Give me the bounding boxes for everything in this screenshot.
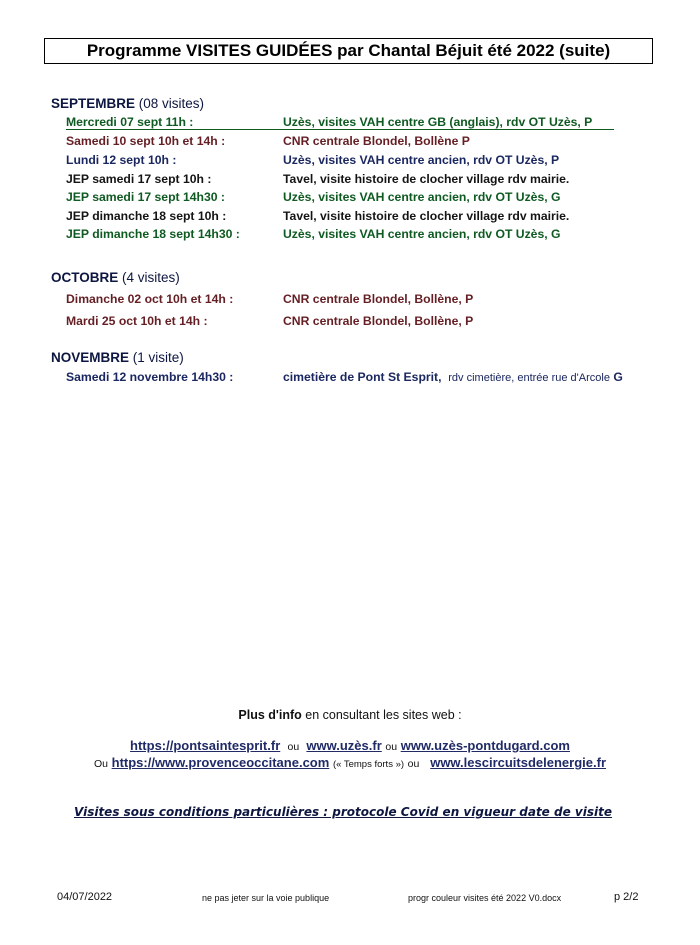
visit-desc: Uzès, visites VAH centre ancien, rdv OT Uzès, G	[283, 227, 561, 241]
month-heading-octobre	[51, 270, 180, 285]
visit-date: Samedi 12 novembre 14h30 :	[66, 370, 234, 384]
divider	[66, 129, 614, 130]
visit-desc: Tavel, visite histoire de clocher village rdv mairie.	[283, 172, 570, 186]
or-text: ou	[407, 758, 420, 770]
visit-date: JEP samedi 17 sept 14h30 :	[66, 190, 225, 204]
link-pontsaintesprit[interactable]: https://pontsaintesprit.fr	[130, 738, 281, 753]
visit-desc: CNR centrale Blondel, Bollène, P	[283, 314, 474, 328]
visit-date: Mercredi 07 sept 11h :	[66, 115, 194, 129]
footer-date: 04/07/2022	[57, 891, 113, 903]
month-name: NOVEMBRE	[51, 350, 130, 365]
links-line-1	[0, 738, 700, 753]
visit-desc: CNR centrale Blondel, Bollène, P	[283, 292, 474, 306]
or-text: ou	[287, 741, 300, 753]
month-name: OCTOBRE	[51, 270, 119, 285]
covid-notice: Visites sous conditions particulières : protocole Covid en vigueur date de visite	[74, 805, 612, 819]
visit-date: JEP dimanche 18 sept 14h30 :	[66, 227, 240, 241]
month-count: (4 visites)	[122, 270, 180, 285]
visit-date: Mardi 25 oct 10h et 14h :	[66, 314, 208, 328]
visit-desc: Tavel, visite histoire de clocher village rdv mairie.	[283, 209, 570, 223]
title-text: Programme VISITES GUIDÉES par Chantal Béjuit été 2022 (suite)	[86, 41, 611, 60]
visit-date: JEP samedi 17 sept 10h :	[66, 172, 212, 186]
footer-notice: ne pas jeter sur la voie publique	[202, 893, 330, 903]
visit-suffix: G	[613, 370, 623, 384]
info-lead-rest: en consultant les sites web :	[301, 708, 462, 722]
or-text: Ou	[93, 758, 108, 770]
info-lead	[0, 708, 700, 722]
footer-filename: progr couleur visites été 2022 V0.docx	[408, 893, 562, 903]
visit-date: Samedi 10 sept 10h et 14h :	[66, 134, 226, 148]
link-lescircuitsdelenergie[interactable]: www.lescircuitsdelenergie.fr	[430, 755, 607, 770]
or-text: ou	[385, 741, 398, 753]
visit-place: cimetière de Pont St Esprit,	[283, 370, 442, 384]
month-heading-novembre	[51, 350, 184, 365]
month-heading-septembre	[51, 96, 204, 111]
info-lead-bold: Plus d'info	[238, 708, 302, 722]
visit-date: Lundi 12 sept 10h :	[66, 153, 177, 167]
visit-desc	[283, 370, 623, 384]
links-line-2	[0, 755, 700, 770]
link-provenceoccitane[interactable]: https://www.provenceoccitane.com	[111, 755, 330, 770]
temps-forts-text: (« Temps forts »)	[332, 759, 405, 770]
month-count: (1 visite)	[132, 350, 184, 365]
link-uzes[interactable]: www.uzès.fr	[306, 738, 382, 753]
footer-page: p 2/2	[614, 891, 639, 903]
visit-desc: Uzès, visites VAH centre ancien, rdv OT Uzès, P	[283, 153, 560, 167]
visit-note: rdv cimetière, entrée rue d'Arcole	[448, 372, 610, 384]
visit-desc: Uzès, visites VAH centre ancien, rdv OT Uzès, G	[283, 190, 561, 204]
month-count: (08 visites)	[138, 96, 205, 111]
month-name: SEPTEMBRE	[51, 96, 136, 111]
link-uzes-pontdugard[interactable]: www.uzès-pontdugard.com	[400, 738, 570, 753]
visit-desc: CNR centrale Blondel, Bollène P	[283, 134, 470, 148]
visit-date: Dimanche 02 oct 10h et 14h :	[66, 292, 234, 306]
visit-date: JEP dimanche 18 sept 10h :	[66, 209, 227, 223]
visit-desc: Uzès, visites VAH centre GB (anglais), rdv OT Uzès, P	[283, 115, 593, 129]
page-title	[44, 38, 653, 64]
